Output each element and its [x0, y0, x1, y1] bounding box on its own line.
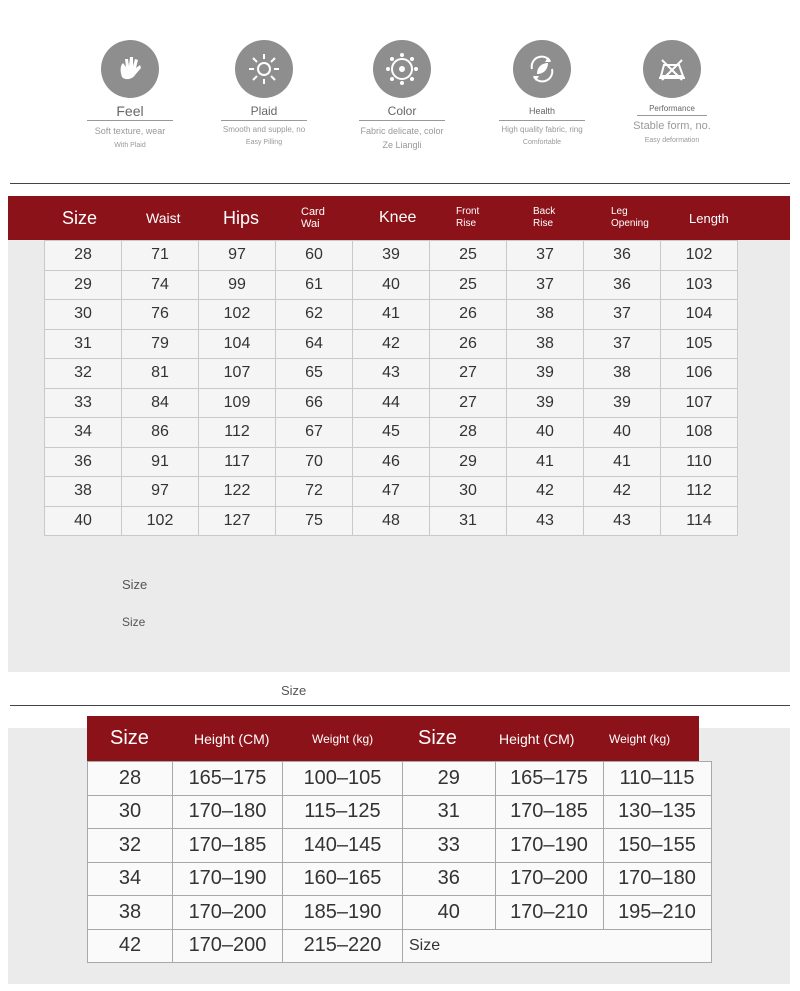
table-cell: 39	[353, 241, 430, 271]
table-cell: 37	[584, 300, 661, 330]
feature-title: Health	[499, 104, 585, 121]
table-cell: 36	[584, 270, 661, 300]
table-cell: 34	[88, 862, 173, 896]
feature-subtitle: Smooth and supple, no	[222, 125, 306, 134]
feature-title: Color	[359, 104, 445, 121]
table-cell: 140–145	[283, 829, 403, 863]
feature-health	[477, 40, 607, 147]
table-cell: 170–200	[495, 862, 603, 896]
table-cell: 74	[122, 270, 199, 300]
table-row	[45, 359, 738, 389]
table-cell: 102	[199, 300, 276, 330]
table-cell: 97	[199, 241, 276, 271]
feature-subtitle-2: Easy deformation	[644, 137, 700, 144]
table-cell: 104	[661, 300, 738, 330]
feature-subtitle-2: With Plaid	[114, 142, 146, 149]
header-weight: Weight (kg)	[312, 731, 374, 746]
table-cell: 32	[88, 829, 173, 863]
table-cell: 107	[661, 388, 738, 418]
table-cell: Size	[403, 929, 496, 963]
table-cell: 110	[661, 447, 738, 477]
table-cell: 44	[353, 388, 430, 418]
table-cell	[495, 929, 603, 963]
table-cell: 86	[122, 418, 199, 448]
table-cell: 38	[507, 300, 584, 330]
header-size: Size	[62, 207, 98, 228]
feature-performance	[607, 40, 737, 145]
table-cell: 39	[507, 388, 584, 418]
features-row	[0, 0, 800, 180]
feature-color	[337, 40, 467, 150]
header-card-waist: Card Wai	[301, 206, 325, 230]
table-cell: 112	[199, 418, 276, 448]
sun-icon	[235, 40, 293, 98]
table-cell: 99	[199, 270, 276, 300]
table-cell: 97	[122, 477, 199, 507]
table-cell: 170–190	[173, 862, 283, 896]
table-cell: 43	[507, 506, 584, 536]
table-cell: 195–210	[603, 896, 711, 930]
size-note: Size	[281, 683, 307, 698]
feature-subtitle: Fabric delicate, color	[360, 126, 444, 136]
table-cell: 115–125	[283, 795, 403, 829]
table-cell: 127	[199, 506, 276, 536]
table-cell: 114	[661, 506, 738, 536]
table-cell: 28	[88, 762, 173, 796]
table-row	[45, 477, 738, 507]
feature-subtitle: High quality fabric, ring	[501, 125, 583, 134]
table-row	[88, 862, 712, 896]
table-cell: 65	[276, 359, 353, 389]
table-cell: 47	[353, 477, 430, 507]
table-cell: 40	[403, 896, 496, 930]
table-cell: 91	[122, 447, 199, 477]
table-row	[45, 300, 738, 330]
feature-feel	[65, 40, 195, 150]
recycle-leaf-icon	[513, 40, 571, 98]
table-cell: 40	[584, 418, 661, 448]
table-cell: 110–115	[603, 762, 711, 796]
feature-subtitle: Soft texture, wear	[94, 126, 166, 136]
feature-subtitle-2: Ze Liangli	[382, 140, 422, 150]
table-cell: 104	[199, 329, 276, 359]
palette-icon	[373, 40, 431, 98]
table-row	[45, 418, 738, 448]
measurement-table	[44, 240, 738, 536]
fit-table	[87, 761, 712, 963]
table-cell: 37	[507, 270, 584, 300]
hand-icon	[101, 40, 159, 98]
divider	[10, 705, 790, 706]
table-cell: 38	[45, 477, 122, 507]
table-cell: 36	[45, 447, 122, 477]
table-cell: 64	[276, 329, 353, 359]
table-cell: 105	[661, 329, 738, 359]
table-cell: 27	[430, 359, 507, 389]
table-cell: 81	[122, 359, 199, 389]
table-cell: 37	[507, 241, 584, 271]
table-cell: 34	[45, 418, 122, 448]
table-cell: 106	[661, 359, 738, 389]
header-size-2: Size	[418, 727, 457, 749]
table-row	[88, 829, 712, 863]
table-cell: 62	[276, 300, 353, 330]
table-cell: 60	[276, 241, 353, 271]
table-cell: 41	[507, 447, 584, 477]
header-hips: Hips	[223, 207, 260, 228]
table-cell: 37	[584, 329, 661, 359]
header-waist: Waist	[146, 210, 181, 226]
header-height: Height (CM)	[194, 730, 270, 747]
header-weight-2: Weight (kg)	[609, 731, 671, 746]
table-cell: 122	[199, 477, 276, 507]
table-cell: 40	[45, 506, 122, 536]
table-cell: 33	[45, 388, 122, 418]
table-row	[88, 896, 712, 930]
table-cell: 43	[584, 506, 661, 536]
table-cell: 170–180	[173, 795, 283, 829]
table-cell: 79	[122, 329, 199, 359]
table-cell: 38	[88, 896, 173, 930]
measurement-header	[8, 196, 790, 240]
table-cell: 32	[45, 359, 122, 389]
table-cell: 36	[584, 241, 661, 271]
table-cell: 170–200	[173, 896, 283, 930]
table-row	[45, 506, 738, 536]
table-cell: 102	[661, 241, 738, 271]
header-size: Size	[110, 727, 149, 749]
table-cell: 48	[353, 506, 430, 536]
table-row	[45, 388, 738, 418]
table-cell: 75	[276, 506, 353, 536]
table-cell: 39	[584, 388, 661, 418]
table-cell: 170–185	[495, 795, 603, 829]
table-cell: 165–175	[495, 762, 603, 796]
table-cell: 170–185	[173, 829, 283, 863]
header-front-rise: Front Rise	[456, 206, 480, 229]
table-cell: 29	[403, 762, 496, 796]
table-cell: 30	[430, 477, 507, 507]
table-cell: 70	[276, 447, 353, 477]
table-cell: 108	[661, 418, 738, 448]
table-cell	[603, 929, 711, 963]
table-row	[45, 329, 738, 359]
divider	[10, 183, 790, 184]
table-row	[45, 447, 738, 477]
table-row	[45, 241, 738, 271]
table-cell: 25	[430, 270, 507, 300]
table-cell: 117	[199, 447, 276, 477]
table-cell: 29	[430, 447, 507, 477]
table-cell: 170–200	[173, 929, 283, 963]
table-cell: 76	[122, 300, 199, 330]
table-cell: 215–220	[283, 929, 403, 963]
table-cell: 42	[507, 477, 584, 507]
feature-title: Plaid	[221, 104, 307, 121]
table-cell: 26	[430, 329, 507, 359]
table-row	[45, 270, 738, 300]
table-cell: 160–165	[283, 862, 403, 896]
size-note: Size	[122, 577, 148, 592]
table-cell: 150–155	[603, 829, 711, 863]
table-cell: 33	[403, 829, 496, 863]
table-cell: 42	[88, 929, 173, 963]
table-cell: 71	[122, 241, 199, 271]
table-cell: 43	[353, 359, 430, 389]
table-cell: 100–105	[283, 762, 403, 796]
table-cell: 29	[45, 270, 122, 300]
table-cell: 185–190	[283, 896, 403, 930]
table-cell: 28	[45, 241, 122, 271]
feature-subtitle: Stable form, no.	[633, 120, 711, 132]
table-cell: 112	[661, 477, 738, 507]
table-cell: 46	[353, 447, 430, 477]
table-cell: 170–180	[603, 862, 711, 896]
table-cell: 31	[430, 506, 507, 536]
table-cell: 45	[353, 418, 430, 448]
table-cell: 170–210	[495, 896, 603, 930]
table-cell: 36	[403, 862, 496, 896]
feature-title: Feel	[87, 104, 173, 121]
table-cell: 30	[88, 795, 173, 829]
table-cell: 66	[276, 388, 353, 418]
table-row	[88, 795, 712, 829]
table-cell: 61	[276, 270, 353, 300]
table-cell: 25	[430, 241, 507, 271]
table-cell: 38	[507, 329, 584, 359]
table-cell: 40	[507, 418, 584, 448]
fit-header	[87, 716, 699, 761]
feature-title: Performance	[637, 104, 707, 116]
table-cell: 26	[430, 300, 507, 330]
table-cell: 109	[199, 388, 276, 418]
table-cell: 27	[430, 388, 507, 418]
header-back-rise: Back Rise	[533, 206, 556, 229]
table-cell: 72	[276, 477, 353, 507]
table-cell: 170–190	[495, 829, 603, 863]
table-cell: 107	[199, 359, 276, 389]
table-cell: 39	[507, 359, 584, 389]
table-cell: 28	[430, 418, 507, 448]
feature-subtitle-2: Comfortable	[522, 139, 562, 146]
table-cell: 31	[403, 795, 496, 829]
feature-subtitle-2: Easy Pilling	[245, 139, 283, 146]
table-cell: 67	[276, 418, 353, 448]
header-leg-opening: Leg Opening	[611, 206, 649, 229]
table-cell: 41	[584, 447, 661, 477]
table-row	[88, 762, 712, 796]
table-cell: 31	[45, 329, 122, 359]
table-cell: 30	[45, 300, 122, 330]
table-cell: 103	[661, 270, 738, 300]
table-cell: 42	[353, 329, 430, 359]
table-cell: 84	[122, 388, 199, 418]
table-cell: 102	[122, 506, 199, 536]
header-height-2: Height (CM)	[499, 730, 575, 747]
table-cell: 42	[584, 477, 661, 507]
header-length: Length	[689, 210, 729, 226]
table-cell: 40	[353, 270, 430, 300]
table-cell: 38	[584, 359, 661, 389]
no-ironing-icon	[643, 40, 701, 98]
table-cell: 165–175	[173, 762, 283, 796]
size-note: Size	[122, 615, 146, 629]
header-knee: Knee	[379, 209, 417, 226]
table-cell: 41	[353, 300, 430, 330]
table-row	[88, 929, 712, 963]
table-cell: 130–135	[603, 795, 711, 829]
feature-plaid	[199, 40, 329, 147]
